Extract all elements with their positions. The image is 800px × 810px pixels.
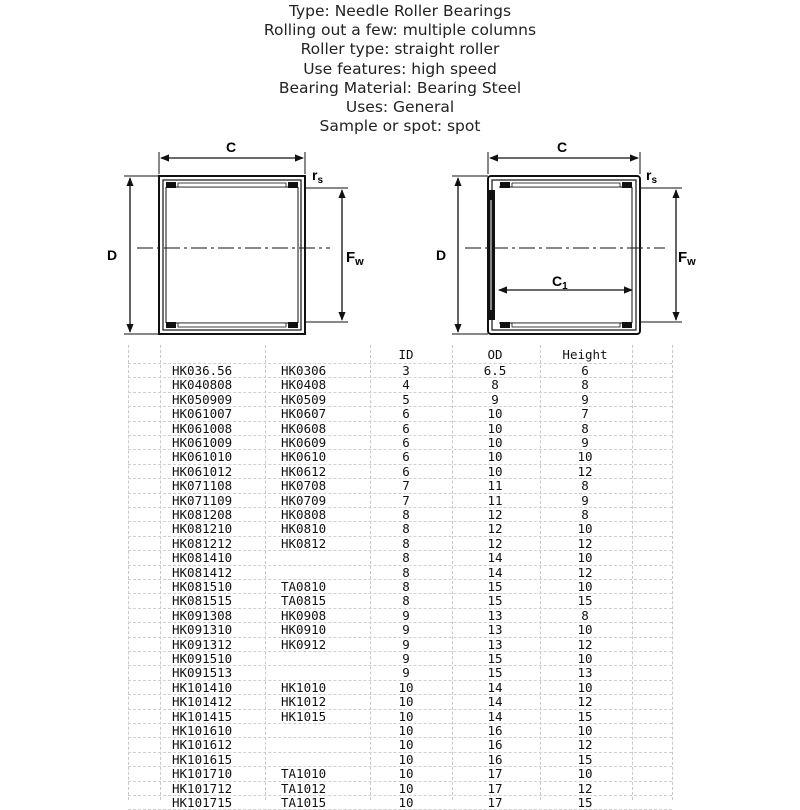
cell-alt-no: HK0306 — [281, 363, 327, 378]
table-header-row — [0, 348, 800, 362]
cell-alt-no: HK0408 — [281, 377, 327, 393]
cell-height: 12 — [577, 535, 593, 551]
cell-id: 9 — [402, 636, 410, 652]
table-row — [0, 695, 800, 709]
cell-od: 10 — [487, 435, 503, 450]
cell-height: 8 — [581, 607, 589, 623]
cell-part-no: HK091312 — [172, 636, 233, 652]
table-row — [0, 551, 800, 565]
left-label-fw: F — [346, 249, 356, 266]
cell-od: 9 — [491, 391, 499, 407]
cell-height: 10 — [577, 449, 593, 465]
cell-alt-no: HK0912 — [281, 636, 327, 652]
table-row — [0, 681, 800, 695]
right-label-c1-sub: 1 — [562, 281, 568, 292]
cell-id: 10 — [398, 737, 414, 753]
cell-od: 15 — [487, 651, 503, 666]
spec-rolling: Rolling out a few: multiple columns — [263, 21, 537, 40]
table-row — [0, 652, 800, 666]
table-row — [0, 364, 800, 378]
table-row — [0, 422, 800, 436]
cell-part-no: HK081210 — [172, 521, 233, 537]
cell-alt-no: TA1010 — [281, 766, 327, 782]
table-row — [0, 594, 800, 608]
cell-height: 10 — [577, 679, 593, 695]
cell-alt-no: TA0815 — [281, 593, 327, 609]
bearing-diagram — [0, 0, 800, 345]
table-row — [0, 609, 800, 623]
cell-part-no: HK081212 — [172, 535, 233, 551]
header-od: OD — [487, 347, 503, 362]
cell-height: 12 — [577, 780, 593, 796]
right-label-rs-sub: s — [651, 175, 658, 186]
spec-sample: Sample or spot: spot — [319, 117, 481, 136]
cell-id: 6 — [402, 420, 410, 436]
svg-text:rs — [646, 167, 657, 186]
cell-part-no: HK081208 — [172, 507, 233, 522]
cell-part-no: HK081510 — [172, 579, 233, 594]
cell-height: 9 — [581, 435, 589, 450]
cell-od: 13 — [487, 607, 503, 623]
cell-id: 10 — [398, 780, 414, 796]
cell-height: 10 — [577, 579, 593, 594]
cell-part-no: HK101415 — [172, 708, 233, 724]
cell-part-no: HK071109 — [172, 492, 233, 508]
cell-part-no: HK091308 — [172, 607, 233, 623]
cell-id: 9 — [402, 607, 410, 623]
svg-text:rs — [312, 167, 323, 186]
cell-height: 12 — [577, 564, 593, 580]
table-row — [0, 666, 800, 680]
cell-id: 10 — [398, 694, 414, 710]
right-label-c: C — [556, 139, 568, 155]
cell-id: 6 — [402, 449, 410, 465]
spec-material: Bearing Material: Bearing Steel — [278, 78, 522, 97]
cell-id: 10 — [398, 795, 414, 810]
cell-od: 11 — [487, 492, 503, 508]
cell-part-no: HK101410 — [172, 679, 233, 695]
cell-height: 9 — [581, 492, 589, 508]
table-row — [0, 465, 800, 479]
cell-alt-no: HK0910 — [281, 622, 327, 638]
cell-height: 15 — [577, 708, 593, 724]
cell-part-no: HK101710 — [172, 766, 233, 782]
table-row — [0, 407, 800, 421]
cell-alt-no: HK0612 — [281, 463, 327, 479]
cell-od: 15 — [487, 665, 503, 681]
cell-id: 8 — [402, 593, 410, 609]
right-label-rs: r — [646, 167, 652, 183]
cell-alt-no: HK0808 — [281, 507, 327, 522]
cell-id: 8 — [402, 535, 410, 551]
svg-text:C1 — [552, 273, 568, 292]
cell-id: 4 — [402, 377, 410, 393]
cell-od: 17 — [487, 766, 503, 782]
cell-od: 11 — [487, 478, 503, 494]
cell-height: 10 — [577, 651, 593, 666]
cell-od: 16 — [487, 751, 503, 767]
cell-part-no: HK061008 — [172, 420, 233, 436]
table-row — [0, 738, 800, 752]
cell-part-no: HK081515 — [172, 593, 233, 609]
cell-od: 12 — [487, 507, 503, 522]
cell-part-no: HK101712 — [172, 780, 233, 796]
cell-od: 16 — [487, 723, 503, 738]
cell-id: 3 — [402, 363, 410, 378]
cell-part-no: HK101610 — [172, 723, 233, 738]
table-row — [0, 782, 800, 796]
cell-id: 5 — [402, 391, 410, 407]
cell-part-no: HK061012 — [172, 463, 233, 479]
table-row — [0, 522, 800, 536]
cell-alt-no: HK0608 — [281, 420, 327, 436]
table-row — [0, 796, 800, 810]
svg-text:Fw — [678, 249, 696, 268]
cell-part-no: HK081410 — [172, 550, 233, 566]
cell-id: 8 — [402, 550, 410, 566]
table-row — [0, 580, 800, 594]
cell-alt-no: HK0610 — [281, 449, 327, 465]
cell-alt-no: HK0708 — [281, 478, 327, 494]
cell-alt-no: TA1015 — [281, 795, 327, 810]
cell-id: 7 — [402, 492, 410, 508]
cell-id: 8 — [402, 521, 410, 537]
cell-od: 12 — [487, 521, 503, 537]
cell-height: 8 — [581, 420, 589, 436]
cell-id: 10 — [398, 708, 414, 724]
cell-id: 9 — [402, 622, 410, 638]
left-bearing-drawing — [107, 139, 364, 334]
cell-od: 16 — [487, 737, 503, 753]
cell-id: 10 — [398, 723, 414, 738]
table-row — [0, 623, 800, 637]
table-row — [0, 710, 800, 724]
cell-id: 6 — [402, 406, 410, 422]
table-row — [0, 767, 800, 781]
left-label-rs-sub: s — [317, 175, 324, 186]
cell-od: 14 — [487, 708, 503, 724]
cell-height: 10 — [577, 550, 593, 566]
left-label-c: C — [225, 139, 237, 155]
cell-alt-no: TA0810 — [281, 579, 327, 594]
table-row — [0, 566, 800, 580]
cell-id: 10 — [398, 751, 414, 767]
cell-part-no: HK061009 — [172, 435, 233, 450]
table-row — [0, 508, 800, 522]
spec-uses: Uses: General — [345, 97, 455, 116]
right-bearing-drawing — [436, 139, 696, 334]
cell-od: 15 — [487, 593, 503, 609]
cell-id: 9 — [402, 651, 410, 666]
cell-alt-no: HK1012 — [281, 694, 327, 710]
spec-use-features: Use features: high speed — [303, 59, 497, 78]
cell-alt-no: TA1012 — [281, 780, 327, 796]
cell-od: 14 — [487, 679, 503, 695]
right-label-fw: F — [678, 249, 688, 266]
cell-height: 10 — [577, 766, 593, 782]
cell-part-no: HK040808 — [172, 377, 233, 393]
cell-part-no: HK050909 — [172, 391, 233, 407]
cell-alt-no: HK0810 — [281, 521, 327, 537]
cell-id: 6 — [402, 435, 410, 450]
cell-part-no: HK036.56 — [172, 363, 233, 378]
cell-id: 9 — [402, 665, 410, 681]
cell-od: 10 — [487, 463, 503, 479]
cell-alt-no: HK0607 — [281, 406, 327, 422]
cell-od: 13 — [487, 622, 503, 638]
cell-alt-no: HK0812 — [281, 535, 327, 551]
left-label-rs: r — [312, 167, 318, 183]
cell-height: 8 — [581, 507, 589, 522]
cell-part-no: HK101615 — [172, 751, 233, 767]
cell-part-no: HK091510 — [172, 651, 233, 666]
cell-id: 7 — [402, 478, 410, 494]
cell-part-no: HK091310 — [172, 622, 233, 638]
cell-height: 15 — [577, 795, 593, 810]
header-id: ID — [398, 347, 414, 362]
cell-height: 15 — [577, 751, 593, 767]
cell-height: 10 — [577, 723, 593, 738]
cell-part-no: HK061007 — [172, 406, 233, 422]
cell-od: 10 — [487, 420, 503, 436]
cell-height: 10 — [577, 622, 593, 638]
cell-part-no: HK091513 — [172, 665, 233, 681]
table-row — [0, 479, 800, 493]
cell-od: 17 — [487, 795, 503, 810]
cell-alt-no: HK0509 — [281, 391, 327, 407]
bearing-size-table — [0, 345, 800, 810]
right-label-d: D — [435, 247, 447, 263]
left-label-fw-sub: w — [355, 256, 364, 268]
cell-height: 12 — [577, 636, 593, 652]
table-row — [0, 393, 800, 407]
cell-height: 8 — [581, 478, 589, 494]
table-row — [0, 378, 800, 392]
cell-od: 13 — [487, 636, 503, 652]
cell-od: 15 — [487, 579, 503, 594]
table-row — [0, 450, 800, 464]
cell-part-no: HK061010 — [172, 449, 233, 465]
cell-id: 10 — [398, 679, 414, 695]
table-row — [0, 753, 800, 767]
cell-height: 10 — [577, 521, 593, 537]
cell-alt-no: HK0609 — [281, 435, 327, 450]
cell-od: 10 — [487, 449, 503, 465]
header-height: Height — [562, 347, 608, 362]
cell-alt-no: HK1010 — [281, 679, 327, 695]
cell-height: 9 — [581, 391, 589, 407]
cell-part-no: HK101612 — [172, 737, 233, 753]
cell-od: 17 — [487, 780, 503, 796]
table-row — [0, 494, 800, 508]
cell-height: 13 — [577, 665, 593, 681]
cell-id: 6 — [402, 463, 410, 479]
cell-od: 14 — [487, 564, 503, 580]
table-row — [0, 537, 800, 551]
spec-type: Type: Needle Roller Bearings — [288, 2, 512, 20]
spec-roller-type: Roller type: straight roller — [300, 40, 500, 59]
cell-height: 12 — [577, 694, 593, 710]
cell-id: 8 — [402, 507, 410, 522]
cell-id: 8 — [402, 564, 410, 580]
cell-height: 6 — [581, 363, 589, 378]
cell-part-no: HK101715 — [172, 795, 233, 810]
right-label-fw-sub: w — [687, 256, 696, 268]
cell-height: 12 — [577, 737, 593, 753]
cell-part-no: HK071108 — [172, 478, 233, 494]
cell-od: 10 — [487, 406, 503, 422]
cell-od: 6.5 — [483, 363, 507, 378]
table-row — [0, 436, 800, 450]
cell-height: 12 — [577, 463, 593, 479]
cell-alt-no: HK1015 — [281, 708, 327, 724]
cell-part-no: HK101412 — [172, 694, 233, 710]
cell-od: 14 — [487, 694, 503, 710]
right-label-c1: C — [552, 273, 563, 289]
cell-height: 8 — [581, 377, 589, 393]
cell-height: 15 — [577, 593, 593, 609]
cell-height: 7 — [581, 406, 589, 422]
table-row — [0, 638, 800, 652]
svg-text:Fw — [346, 249, 364, 268]
cell-od: 12 — [487, 535, 503, 551]
cell-alt-no: HK0709 — [281, 492, 327, 508]
table-row — [0, 724, 800, 738]
cell-od: 14 — [487, 550, 503, 566]
cell-id: 10 — [398, 766, 414, 782]
left-label-d: D — [106, 247, 118, 263]
cell-od: 8 — [491, 377, 499, 393]
cell-part-no: HK081412 — [172, 564, 233, 580]
cell-id: 8 — [402, 579, 410, 594]
cell-alt-no: HK0908 — [281, 607, 327, 623]
